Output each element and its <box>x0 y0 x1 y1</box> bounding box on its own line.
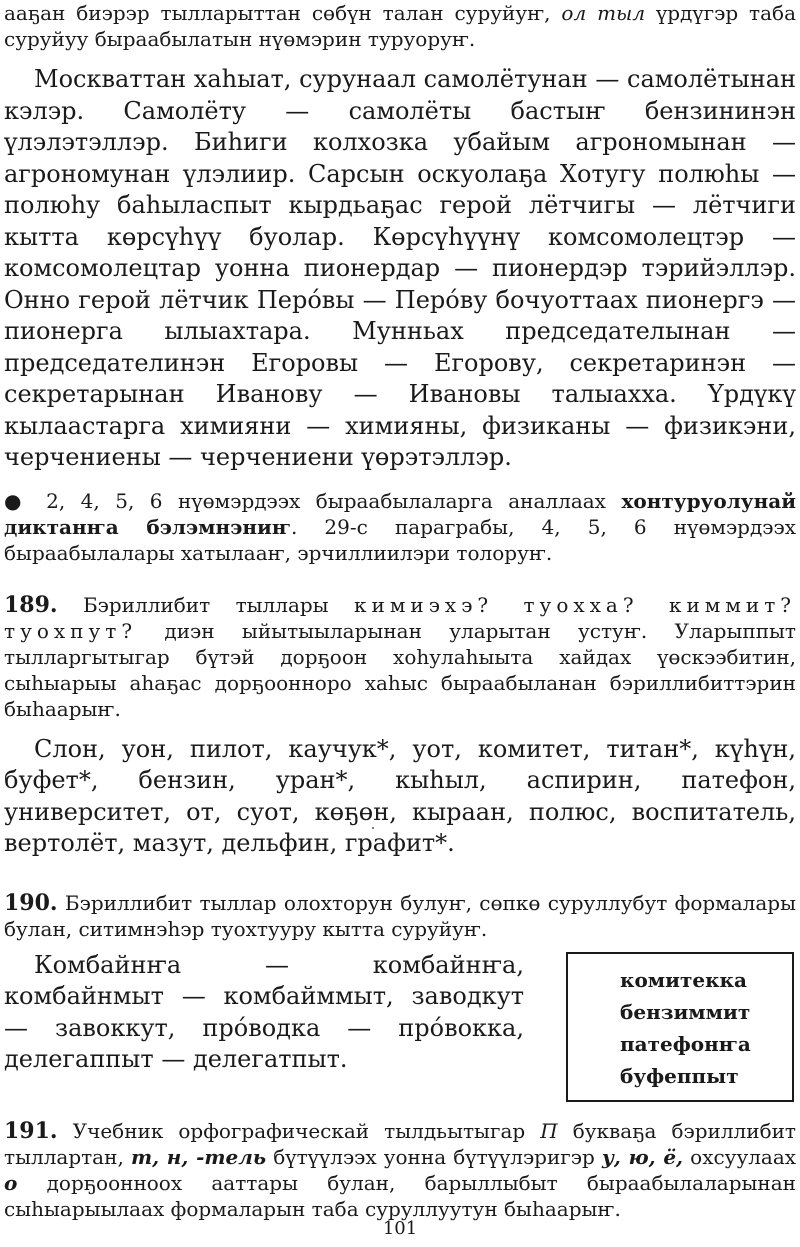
exercise-191: 191. Учебник орфографическай тылдьытыгар П букваҕа бэриллибит тыллартан, т, н, -тель бүтүүлээх уонна бүтүүлэригэр у, ю, ё, охсуулаах о дорҕооннооx ааттары булан, барыллыбыт быраабылаларынан сыһыарыылаах формаларын таба суруллуутун быһаарыҥ. <box>4 1117 797 1221</box>
bullet-note-bold: хонтуруолунай диктанҥа бэлэмнэниҥ <box>4 488 797 539</box>
exercise-190-row <box>4 950 796 1102</box>
stray-dot <box>372 827 374 829</box>
page-number: 101 <box>382 1218 418 1239</box>
exercise-190-number: 190. <box>4 889 58 916</box>
exercise-189: 189. Бэриллибит тыллары кимиэхэ? туохха? киммит? туохпут? диэн ыйытыыларынан уларытан устуҥ. Уларыппыт тылларгытыгар бүтэй дорҕоон хоһулаһыыта хайдах үөскээбитин, сыһыарыы аһаҕас дорҕоонноро хаһыс быраабыланан бэриллибиттэрин быһаарыҥ. <box>4 591 797 721</box>
exercise-191-vowels: у, ю, ё, <box>601 1144 684 1169</box>
bullet-icon: ● <box>4 488 31 513</box>
exercise-189-words: Слон, уон, пилот, каучук*, уот, комитет, титан*, күһүн, буфет*, бензин, уран*, кыһыл, аспирин, патефон, университет, от, суот, көҕөн, кыраан, полюс, воспитатель, вертолёт, мазут, дельфин, графит*. <box>4 734 796 857</box>
exercise-191-suffixes: т, н, -тель <box>130 1144 267 1169</box>
exercise-191-number: 191. <box>4 1117 58 1144</box>
bullet-note: ● 2, 4, 5, 6 нүөмэрдээх быраабылаларга аналлаах хонтуруолунай диктанҥа бэлэмнэниҥ. 29-с параграбы, 4, 5, 6 нүөмэрдээх быраабылалары хатылааҥ, эрчиллиилэри толоруҥ. <box>4 488 797 565</box>
word-box-item: буфеппыт <box>620 1063 739 1088</box>
word-box-item: патефонҥа <box>620 1031 751 1056</box>
exercise-191-letter: П <box>540 1118 558 1143</box>
intro-paragraph: ааҕан биэрэр тылларыттан сөбүн талан суруйуҥ, ол тыл үрдүгэр таба суруйуу быраабылатын нүөмэрин туруоруҥ. <box>4 1 796 51</box>
passage-1: Москваттан хаһыат, сурунаал самолётунан — самолётынан кэлэр. Самолёту — самолёты бастыҥ бензининэн үлэлэтэллэр. Биһиги колхозка убайым агрономынан — агрономунан үлэлиир. Сарсын оскуолаҕа Хотугу полюһы — полюһу баһыласпыт кырдьаҕас герой лётчигы — лётчиги кытта көрсүһүү буолар. Көрсүһүүнү комсомолецтэр — комсомолецтар уонна пионердар — пионердэр тэрийэллэр. Онно герой лётчик Перо́вы — Перо́ву бочуоттаах пионергэ — пионерга ылыахтара. Мунньах председателынан — председателинэн Егоровы — Егорову, секретаринэн — секретарынан Иванову — Ивановы талыахха. Үрдүкү кылаастарга химияни — химияны, физиканы — физикэни, черчениены — черчениени үөрэтэллэр. <box>4 65 796 471</box>
intro-emphasis: ол тыл <box>561 1 646 25</box>
exercise-190-example: Комбайнҥа — комбайнҥа, комбайнмыт — комбайммыт, заводкут — завоккут, про́водка — про́вокка, делегаппыт — делегатпыт. <box>4 950 524 1073</box>
word-box <box>566 952 794 1102</box>
word-box-item: бензиммит <box>620 999 751 1024</box>
exercise-191-vowel-o: о <box>4 1170 18 1195</box>
exercise-190: 190. Бэриллибит тыллар олохторун булуҥ, сөпкө суруллубут формалары булан, ситимнэһэр туохтууру кытта суруйуҥ. <box>4 889 796 941</box>
word-box-item: комитекка <box>620 967 747 992</box>
exercise-189-number: 189. <box>4 591 58 618</box>
exercise-189-questions: кимиэхэ? туохха? киммит? туохпут? <box>4 592 797 643</box>
